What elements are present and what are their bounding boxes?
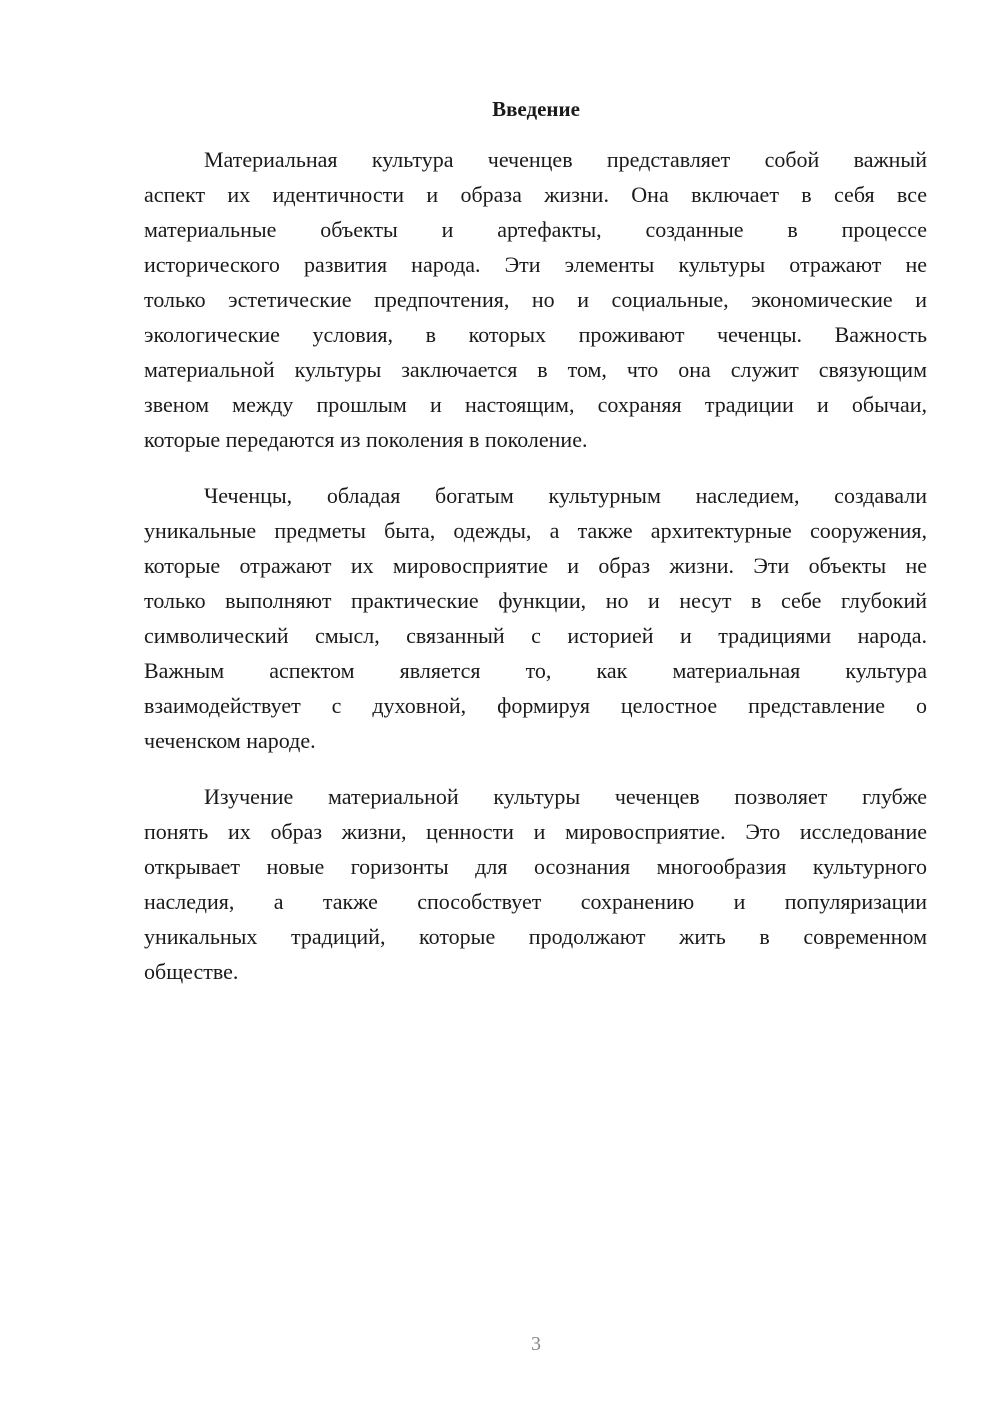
paragraph [144, 478, 927, 758]
text-line: исторического развития народа. Эти элементы культуры отражают не [144, 252, 927, 277]
text-line: чеченском народе. [144, 728, 316, 753]
text-line: аспект их идентичности и образа жизни. Она включает в себя все [144, 182, 927, 207]
text-line: взаимодействует с духовной, формируя целостное представление о [144, 693, 927, 718]
text-line: понять их образ жизни, ценности и мировосприятие. Это исследование [144, 819, 927, 844]
text-line: уникальные предметы быта, одежды, а также архитектурные сооружения, [144, 518, 927, 543]
paragraph [144, 779, 927, 989]
text-line: материальные объекты и артефакты, созданные в процессе [144, 217, 927, 242]
text-line: уникальных традиций, которые продолжают жить в современном [144, 924, 927, 949]
text-line: Чеченцы, обладая богатым культурным наследием, создавали [204, 483, 927, 508]
text-line: которые передаются из поколения в поколение. [144, 427, 588, 452]
paragraph [144, 142, 927, 457]
text-line: экологические условия, в которых проживают чеченцы. Важность [144, 322, 927, 347]
text-line: открывает новые горизонты для осознания многообразия культурного [144, 854, 927, 879]
text-line: которые отражают их мировосприятие и образ жизни. Эти объекты не [144, 553, 927, 578]
text-line: Материальная культура чеченцев представляет собой важный [204, 147, 927, 172]
text-line: Изучение материальной культуры чеченцев позволяет глубже [204, 784, 927, 809]
text-line: только эстетические предпочтения, но и социальные, экономические и [144, 287, 927, 312]
text-line: звеном между прошлым и настоящим, сохраняя традиции и обычаи, [144, 392, 927, 417]
text-line: только выполняют практические функции, но и несут в себе глубокий [144, 588, 927, 613]
text-line: наследия, а также способствует сохранению и популяризации [144, 889, 927, 914]
text-line: Важным аспектом является то, как материальная культура [144, 658, 927, 683]
page-number: 3 [531, 1333, 541, 1355]
text-line: материальной культуры заключается в том, что она служит связующим [144, 357, 927, 382]
document-body [144, 142, 927, 1010]
page-title: Введение [492, 97, 580, 121]
text-line: символический смысл, связанный с историей и традициями народа. [144, 623, 927, 648]
text-line: обществе. [144, 959, 239, 984]
